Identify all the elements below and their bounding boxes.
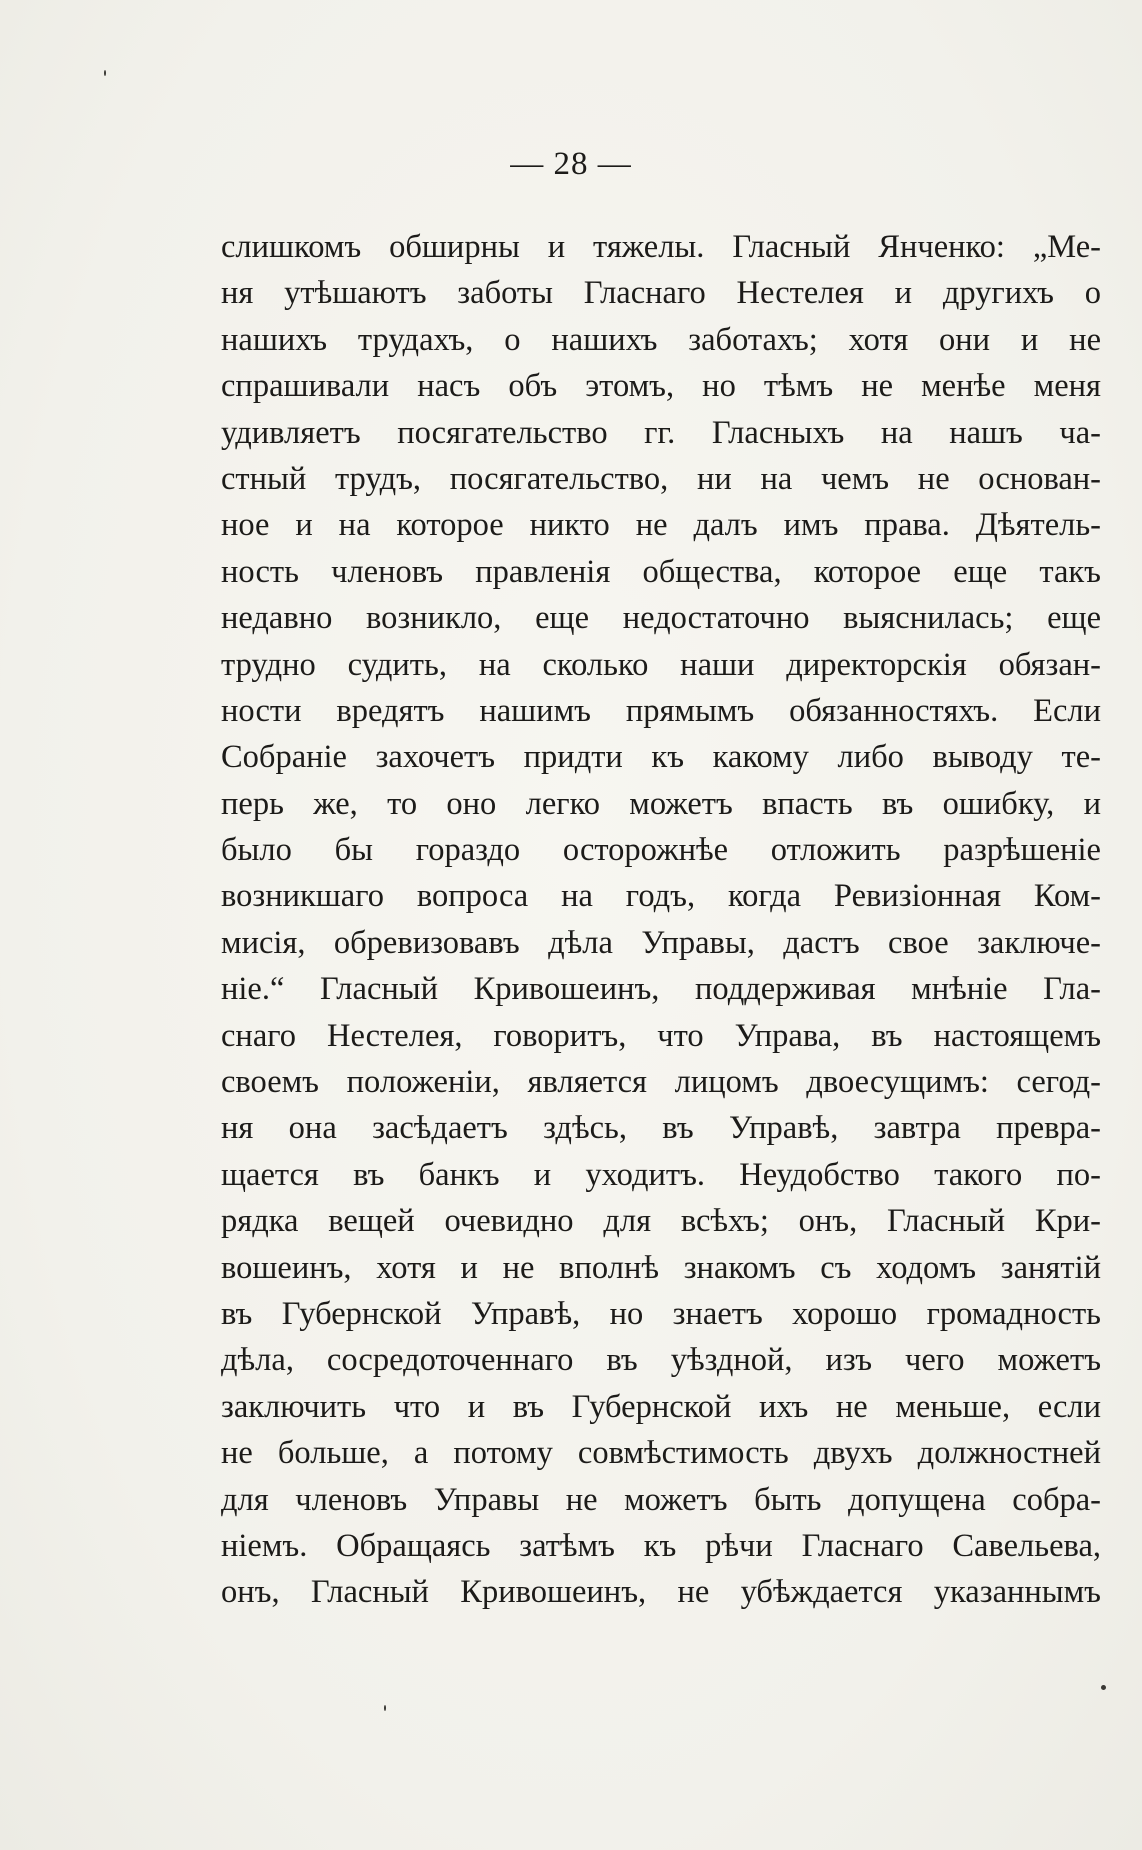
text-line: щается въ банкъ и уходитъ. Неудобство такого по- — [221, 1156, 1101, 1193]
text-line: ность членовъ правленія общества, которое еще такъ — [221, 553, 1101, 590]
text-line: для членовъ Управы не можетъ быть допущена собра- — [221, 1481, 1101, 1518]
body-text — [221, 224, 1101, 1616]
ink-speck — [1101, 1685, 1106, 1690]
text-line: трудно судить, на сколько наши директорскія обязан- — [221, 646, 1101, 683]
text-line: слишкомъ обширны и тяжелы. Гласный Янченко: „Ме- — [221, 229, 1101, 265]
text-line: онъ, Гласный Кривошеинъ, не убѣждается указаннымъ — [221, 1574, 1101, 1611]
text-line: ное и на которое никто не далъ имъ права. Дѣятель- — [221, 507, 1101, 544]
text-line: ня она засѣдаетъ здѣсь, въ Управѣ, завтра превра- — [221, 1110, 1101, 1147]
text-line: возникшаго вопроса на годъ, когда Ревизіонная Ком- — [221, 878, 1101, 915]
text-line: ности вредятъ нашимъ прямымъ обязанностяхъ. Если — [221, 692, 1101, 729]
text-line: недавно возникло, еще недостаточно выяснилась; еще — [221, 600, 1101, 637]
text-line: ня утѣшаютъ заботы Гласнаго Нестелея и другихъ о — [221, 275, 1101, 312]
text-line: было бы гораздо осторожнѣе отложить разрѣшеніе — [221, 832, 1101, 869]
text-line: не больше, а потому совмѣстимость двухъ должностней — [221, 1435, 1101, 1472]
text-line: заключить что и въ Губернской ихъ не меньше, если — [221, 1388, 1101, 1425]
text-line: ніемъ. Обращаясь затѣмъ къ рѣчи Гласнаго Савельева, — [221, 1527, 1101, 1564]
text-line: снаго Нестелея, говоритъ, что Управа, въ настоящемъ — [221, 1017, 1101, 1054]
text-line: стный трудъ, посягательство, ни на чемъ не основан- — [221, 460, 1101, 497]
text-line: дѣла, сосредоточеннаго въ уѣздной, изъ чего можетъ — [221, 1342, 1101, 1379]
text-line: мисія, обревизовавъ дѣла Управы, дастъ свое заключе- — [221, 924, 1101, 961]
text-line: спрашивали насъ объ этомъ, но тѣмъ не менѣе меня — [221, 368, 1101, 405]
text-line: вошеинъ, хотя и не вполнѣ знакомъ съ ходомъ занятій — [221, 1249, 1101, 1286]
text-line: перь же, то оно легко можетъ впасть въ ошибку, и — [221, 785, 1101, 822]
ink-speck — [384, 1705, 386, 1711]
text-line: ніе.“ Гласный Кривошеинъ, поддерживая мнѣніе Гла- — [221, 971, 1101, 1008]
ink-speck — [104, 70, 106, 76]
text-line: нашихъ трудахъ, о нашихъ заботахъ; хотя они и не — [221, 321, 1101, 358]
page-number: — 28 — — [510, 146, 632, 182]
text-line: своемъ положеніи, является лицомъ двоесущимъ: сегод- — [221, 1064, 1101, 1101]
text-line: въ Губернской Управѣ, но знаетъ хорошо громадность — [221, 1295, 1101, 1332]
text-line: удивляетъ посягательство гг. Гласныхъ на нашъ ча- — [221, 414, 1101, 451]
text-line: рядка вещей очевидно для всѣхъ; онъ, Гласный Кри- — [221, 1203, 1101, 1240]
text-line: Собраніе захочетъ придти къ какому либо выводу те- — [221, 739, 1101, 776]
